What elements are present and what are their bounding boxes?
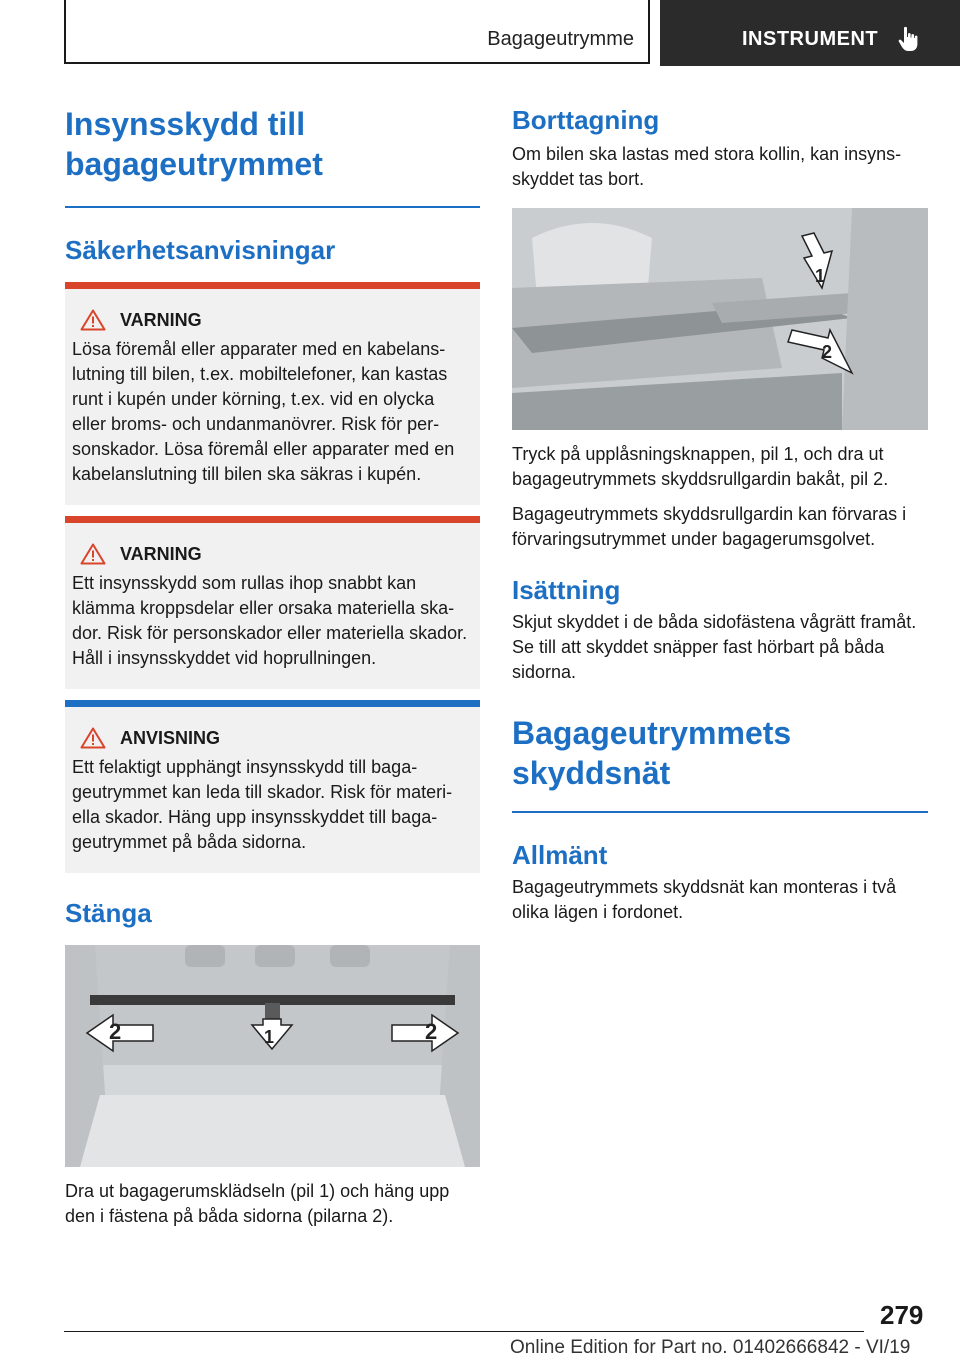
arrow-label: 1 xyxy=(815,266,826,286)
warning-title: VARNING xyxy=(120,543,202,564)
notice-text: Ett felaktigt upphängt insynsskydd till bagageutrymmet kan leda till skador. Risk för materiella skador. Häng upp insynsskyddet till bagageutrymmet på båda sidorna. xyxy=(72,757,453,852)
header-section-tab xyxy=(64,0,650,64)
edition-footer: Online Edition for Part no. 01402666842 - VI/19 xyxy=(510,1337,911,1358)
hand-pointer-icon xyxy=(898,26,920,52)
cargo-cover-drawing xyxy=(65,945,480,1167)
warning-text: Lösa föremål eller apparater med en kabelanslutning till bilen, t.ex. mobiltelefoner, kan kastas runt i kupén under körning, t.ex. vid en olycka eller broms- och undanmanövrer. Risk för personskador. Lösa föremål eller apparater med en kabelanslutning till bilen ska säkras i kupén. xyxy=(72,339,455,484)
arrow-label: 1 xyxy=(264,1027,275,1047)
removal-drawing xyxy=(512,208,928,430)
header-chapter-title: INSTRUMENT xyxy=(742,28,879,50)
footer-divider xyxy=(64,1331,864,1332)
header-chapter-tab xyxy=(660,0,960,66)
warning-box-1 xyxy=(65,282,480,505)
general-text: Bagageutrymmets skyddsnät kan monteras i två olika lägen i fordonet. xyxy=(512,877,897,922)
page-title: Insynsskydd till bagageutrymmet xyxy=(65,106,323,182)
removal-heading: Borttagning xyxy=(512,105,660,135)
arrow-label: 2 xyxy=(109,1019,122,1044)
insert-text: Skjut skyddet i de båda sidofästena vågrätt framåt. Se till att skyddet snäpper fast hörbart på båda sidorna. xyxy=(512,612,917,682)
removal-step-1: Tryck på upplåsningsknappen, pil 1, och dra ut bagageutrymmets skyddsrullgardin bakåt, pil 2. xyxy=(512,444,889,489)
left-column xyxy=(65,104,480,1229)
arrow-label: 2 xyxy=(822,342,833,362)
header-section-title: Bagageutrymme xyxy=(487,28,634,50)
insert-heading: Isättning xyxy=(512,575,621,605)
right-column xyxy=(512,104,928,925)
page-number: 279 xyxy=(880,1300,924,1330)
general-heading: Allmänt xyxy=(512,840,608,870)
warning-triangle-icon xyxy=(80,543,106,565)
warning-title: VARNING xyxy=(120,309,202,330)
removal-intro: Om bilen ska lastas med stora kollin, kan insynsskyddet tas bort. xyxy=(512,144,902,189)
notice-title: ANVISNING xyxy=(120,727,221,748)
cargo-cover-illustration xyxy=(65,945,480,1167)
safety-heading: Säkerhetsanvisningar xyxy=(65,235,336,265)
close-heading: Stänga xyxy=(65,898,152,928)
net-title: Bagageutrymmets skyddsnät xyxy=(512,715,792,791)
close-instructions: Dra ut bagagerumsklädseln (pil 1) och häng upp den i fästena på båda sidorna (pilarna 2). xyxy=(65,1181,450,1226)
title-divider xyxy=(65,206,480,208)
warning-box-2 xyxy=(65,516,480,689)
arrow-label: 2 xyxy=(425,1019,438,1044)
removal-step-2: Bagageutrymmets skyddsrullgardin kan förvaras i förvaringsutrymmet under bagagerumsgolvet. xyxy=(512,504,907,549)
net-title-divider xyxy=(512,811,928,813)
notice-box xyxy=(65,700,480,873)
warning-triangle-icon xyxy=(80,309,106,331)
removal-illustration xyxy=(512,208,928,430)
warning-text: Ett insynsskydd som rullas ihop snabbt kan klämma kroppsdelar eller orsaka materiella skador. Risk för personskador eller materiella skador. Håll i insynsskyddet vid hoprullningen. xyxy=(72,573,468,668)
notice-triangle-icon xyxy=(80,727,106,749)
